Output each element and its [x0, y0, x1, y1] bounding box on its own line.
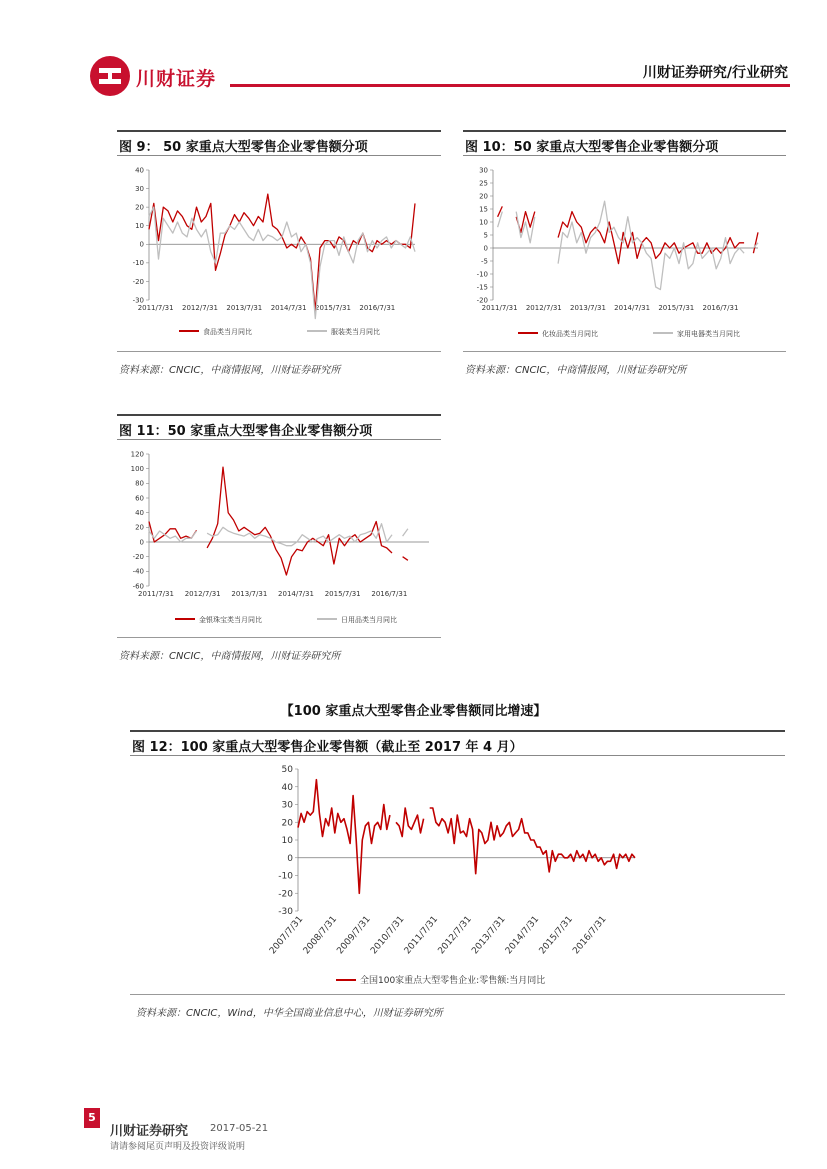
legend-label: 食品类当月同比	[203, 328, 252, 336]
figure-11-source: 资料来源：CNCIC，中商情报网，川财证券研究所	[119, 651, 341, 662]
y-tick-label: -30	[132, 296, 144, 305]
y-tick-label: 30	[281, 800, 293, 811]
y-tick-label: 15	[479, 205, 488, 214]
series-0-line	[298, 780, 635, 894]
y-tick-label: 30	[135, 184, 144, 193]
x-tick-label: 2008/7/31	[301, 914, 340, 957]
footer-disclaimer: 请请参阅尾页声明及投资评级说明	[110, 1142, 246, 1152]
figure-12-source: 资料来源：CNCIC，Wind，中华全国商业信息中心，川财证券研究所	[136, 1008, 443, 1019]
x-tick-label: 2015/7/31	[324, 590, 361, 598]
footer-org: 川财证券研究	[110, 1124, 189, 1139]
chart-svg-0	[117, 158, 441, 350]
x-tick-label: 2014/7/31	[270, 304, 307, 312]
x-tick-label: 2012/7/31	[184, 590, 221, 598]
figure-9-source: 资料来源：CNCIC，中商情报网，川财证券研究所	[119, 365, 341, 376]
figure-9-title: 图 9： 50 家重点大型零售企业零售额分项	[117, 130, 441, 156]
header-rule	[230, 84, 790, 87]
legend-label: 金银珠宝类当月同比	[199, 616, 262, 624]
y-tick-label: -15	[476, 283, 488, 292]
x-tick-label: 2012/7/31	[182, 304, 218, 312]
series-segment	[403, 557, 408, 561]
figure-10-title: 图 10：50 家重点大型零售企业零售额分项	[463, 130, 786, 156]
legend-label: 日用品类当月同比	[341, 616, 397, 624]
y-tick-label: 100	[130, 465, 144, 473]
y-tick-label: 0	[287, 853, 293, 864]
series-0-line	[149, 467, 429, 575]
x-tick-label: 2015/7/31	[315, 304, 351, 312]
y-tick-label: 25	[479, 179, 488, 188]
section-heading: 【100 家重点大型零售企业零售额同比增速】	[280, 704, 547, 719]
series-segment	[516, 212, 535, 243]
series-0-line	[498, 206, 758, 263]
series-segment	[403, 529, 408, 536]
y-tick-label: 120	[130, 450, 144, 459]
report-category: 川财证券研究/行业研究	[642, 65, 788, 81]
x-tick-label: 2014/7/31	[614, 304, 651, 312]
x-tick-label: 2014/7/31	[503, 914, 542, 957]
legend-label: 化妆品类当月同比	[542, 330, 598, 338]
x-tick-label: 2015/7/31	[658, 304, 695, 312]
series-segment	[558, 212, 744, 264]
series-segment	[298, 780, 390, 894]
x-tick-label: 2012/7/31	[525, 304, 562, 312]
figure-9-chart	[117, 158, 441, 350]
x-tick-label: 2013/7/31	[570, 304, 606, 312]
x-tick-label: 2011/7/31	[138, 590, 174, 598]
y-tick-label: -40	[132, 567, 144, 576]
series-1-line	[149, 524, 429, 546]
brand-name: 川财证券	[136, 68, 217, 90]
y-tick-label: 20	[281, 818, 293, 829]
y-tick-label: -10	[278, 871, 293, 882]
figure-10-source: 资料来源：CNCIC，中商情报网，川财证券研究所	[465, 365, 687, 376]
y-tick-label: -20	[132, 277, 144, 286]
figure-11-bottom-rule	[117, 637, 441, 638]
x-tick-label: 2015/7/31	[537, 914, 575, 957]
y-tick-label: 10	[281, 836, 293, 846]
series-segment	[149, 194, 415, 311]
series-segment	[430, 808, 635, 874]
figure-11-chart	[117, 442, 441, 636]
x-tick-label: 2011/7/31	[137, 304, 174, 312]
figure-12-chart	[130, 757, 785, 993]
page-header	[90, 56, 790, 96]
x-tick-label: 2012/7/31	[436, 914, 474, 957]
x-tick-label: 2016/7/31	[359, 304, 396, 312]
y-tick-label: 10	[135, 222, 144, 231]
y-tick-label: -30	[278, 907, 293, 917]
legend-label: 服装类当月同比	[331, 328, 380, 336]
series-segment	[207, 467, 392, 575]
y-tick-label: 20	[479, 192, 488, 201]
y-tick-label: 10	[479, 218, 488, 227]
y-tick-label: 0	[139, 538, 144, 547]
series-segment	[149, 207, 415, 319]
y-tick-label: 20	[135, 203, 144, 212]
legend-label: 家用电器类当月同比	[677, 330, 740, 338]
y-tick-label: 30	[479, 166, 488, 175]
x-tick-label: 2007/7/31	[268, 914, 306, 957]
footer-date: 2017-05-21	[210, 1123, 269, 1134]
y-tick-label: 0	[483, 244, 488, 253]
series-segment	[558, 201, 744, 289]
x-tick-label: 2016/7/31	[702, 304, 739, 312]
figure-11-title: 图 11：50 家重点大型零售企业零售额分项	[117, 414, 441, 440]
x-tick-label: 2013/7/31	[231, 590, 268, 598]
y-tick-label: -20	[132, 553, 144, 561]
y-tick-label: 80	[135, 479, 144, 488]
y-tick-label: -20	[476, 296, 488, 305]
series-0-line	[149, 194, 415, 311]
y-tick-label: 20	[135, 523, 144, 532]
brand-logo-icon	[90, 56, 130, 96]
series-segment	[396, 808, 424, 837]
figure-10-chart	[463, 158, 786, 350]
figure-12-title: 图 12：100 家重点大型零售企业零售额（截止至 2017 年 4 月）	[130, 730, 785, 756]
y-tick-label: -5	[481, 257, 488, 266]
y-tick-label: -10	[132, 259, 144, 268]
y-tick-label: -20	[278, 889, 293, 900]
chart-svg-3	[130, 757, 785, 993]
x-tick-label: 2010/7/31	[369, 914, 407, 957]
x-tick-label: 2011/7/31	[481, 304, 518, 312]
y-tick-label: 40	[281, 782, 293, 793]
y-tick-label: 40	[135, 509, 144, 517]
figure-9-bottom-rule	[117, 351, 441, 352]
series-1-line	[498, 201, 758, 289]
y-tick-label: -10	[476, 270, 488, 279]
y-tick-label: 5	[483, 231, 488, 240]
x-tick-label: 2013/7/31	[470, 914, 508, 957]
page-number: 5	[84, 1108, 100, 1128]
figure-12-bottom-rule	[130, 994, 785, 995]
x-tick-label: 2016/7/31	[571, 914, 609, 957]
y-tick-label: -60	[132, 582, 144, 591]
x-tick-label: 2011/7/31	[402, 914, 441, 957]
y-tick-label: 0	[139, 240, 144, 249]
series-segment	[207, 524, 392, 546]
x-tick-label: 2013/7/31	[226, 304, 263, 312]
x-tick-label: 2009/7/31	[335, 914, 373, 957]
y-tick-label: 50	[281, 765, 293, 775]
x-tick-label: 2014/7/31	[278, 590, 314, 598]
y-tick-label: 40	[135, 166, 144, 175]
legend-label: 全国100家重点大型零售企业:零售额:当月同比	[360, 976, 546, 986]
chart-svg-1	[463, 158, 786, 350]
y-tick-label: 60	[135, 494, 144, 503]
chart-svg-2	[117, 442, 441, 636]
figure-10-bottom-rule	[463, 351, 786, 352]
series-1-line	[149, 207, 415, 319]
x-tick-label: 2016/7/31	[371, 590, 408, 598]
